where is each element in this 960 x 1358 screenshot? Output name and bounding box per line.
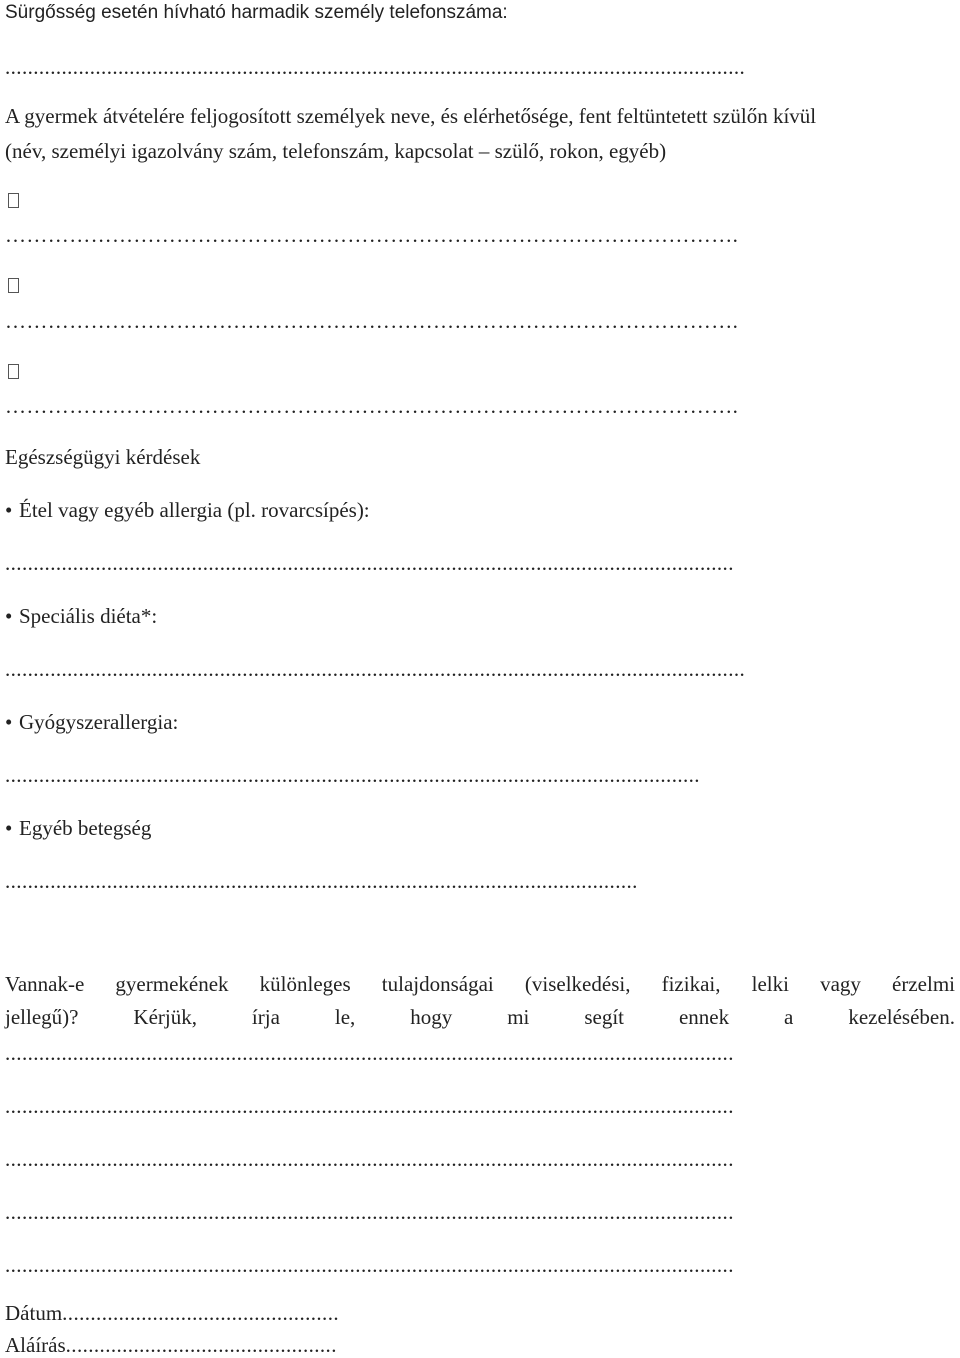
special-traits-question-line1: Vannak-e gyermekének különleges tulajdonságai (viselkedési, fizikai, lelki vagy érzelmi: [5, 972, 955, 996]
other-illness-dots[interactable]: ................................................................................................................: [5, 869, 638, 893]
missing-glyph-box-icon: [8, 278, 19, 293]
bullet: •: [5, 498, 13, 522]
special-traits-dots-5[interactable]: .................................................................................................................................: [5, 1253, 734, 1277]
food-allergy-item: [5, 497, 370, 523]
special-traits-dots-2[interactable]: .................................................................................................................................: [5, 1094, 734, 1118]
other-illness-label: Egyéb betegség: [19, 816, 152, 840]
other-illness-item: [5, 815, 151, 841]
special-traits-dots-1[interactable]: .................................................................................................................................: [5, 1041, 734, 1065]
missing-glyph-box-icon: [8, 364, 19, 379]
special-traits-question-line2: jellegű)? Kérjük, írja le, hogy mi segít ennek a kezelésében.: [5, 1005, 955, 1029]
date-label: Dátum: [5, 1301, 63, 1325]
food-allergy-label: Étel vagy egyéb allergia (pl. rovarcsípés):: [19, 498, 370, 522]
bullet: •: [5, 604, 13, 628]
signature-field: [5, 1332, 337, 1358]
authorized-persons-text-line2: (név, személyi igazolvány szám, telefonszám, kapcsolat – szülő, rokon, egyéb): [5, 139, 667, 163]
drug-allergy-label: Gyógyszerallergia:: [19, 710, 179, 734]
special-traits-dots-4[interactable]: .................................................................................................................................: [5, 1200, 734, 1224]
date-dots[interactable]: .................................................: [62, 1301, 340, 1325]
authorized-persons-text-line1: A gyermek átvételére feljogosított személyek neve, és elérhetősége, fent feltüntetett szülőn kívül: [5, 104, 817, 128]
health-questions-heading: Egészségügyi kérdések: [5, 445, 201, 469]
emergency-phone-label: Sürgősség esetén hívható harmadik személy telefonszáma:: [5, 2, 508, 23]
bullet: •: [5, 816, 13, 840]
date-field: [5, 1300, 339, 1326]
special-diet-item: [5, 603, 157, 629]
food-allergy-dots[interactable]: .................................................................................................................................: [5, 551, 734, 575]
bullet: •: [5, 710, 13, 734]
signature-dots[interactable]: ................................................: [65, 1333, 337, 1357]
special-traits-dots-3[interactable]: .................................................................................................................................: [5, 1147, 734, 1171]
authorized-person-2-dots[interactable]: ………………………………………………………………………………………….: [5, 309, 739, 333]
missing-glyph-box-icon: [8, 193, 19, 208]
special-diet-dots[interactable]: ...................................................................................................................................: [5, 657, 746, 681]
emergency-phone-dots[interactable]: ...................................................................................................................................: [5, 55, 746, 79]
authorized-person-1-dots[interactable]: ………………………………………………………………………………………….: [5, 223, 739, 247]
drug-allergy-item: [5, 709, 178, 735]
authorized-person-3-dots[interactable]: ………………………………………………………………………………………….: [5, 394, 739, 418]
drug-allergy-dots[interactable]: ...........................................................................................................................: [5, 763, 700, 787]
special-diet-label: Speciális diéta*:: [19, 604, 158, 628]
signature-label: Aláírás: [5, 1333, 66, 1357]
